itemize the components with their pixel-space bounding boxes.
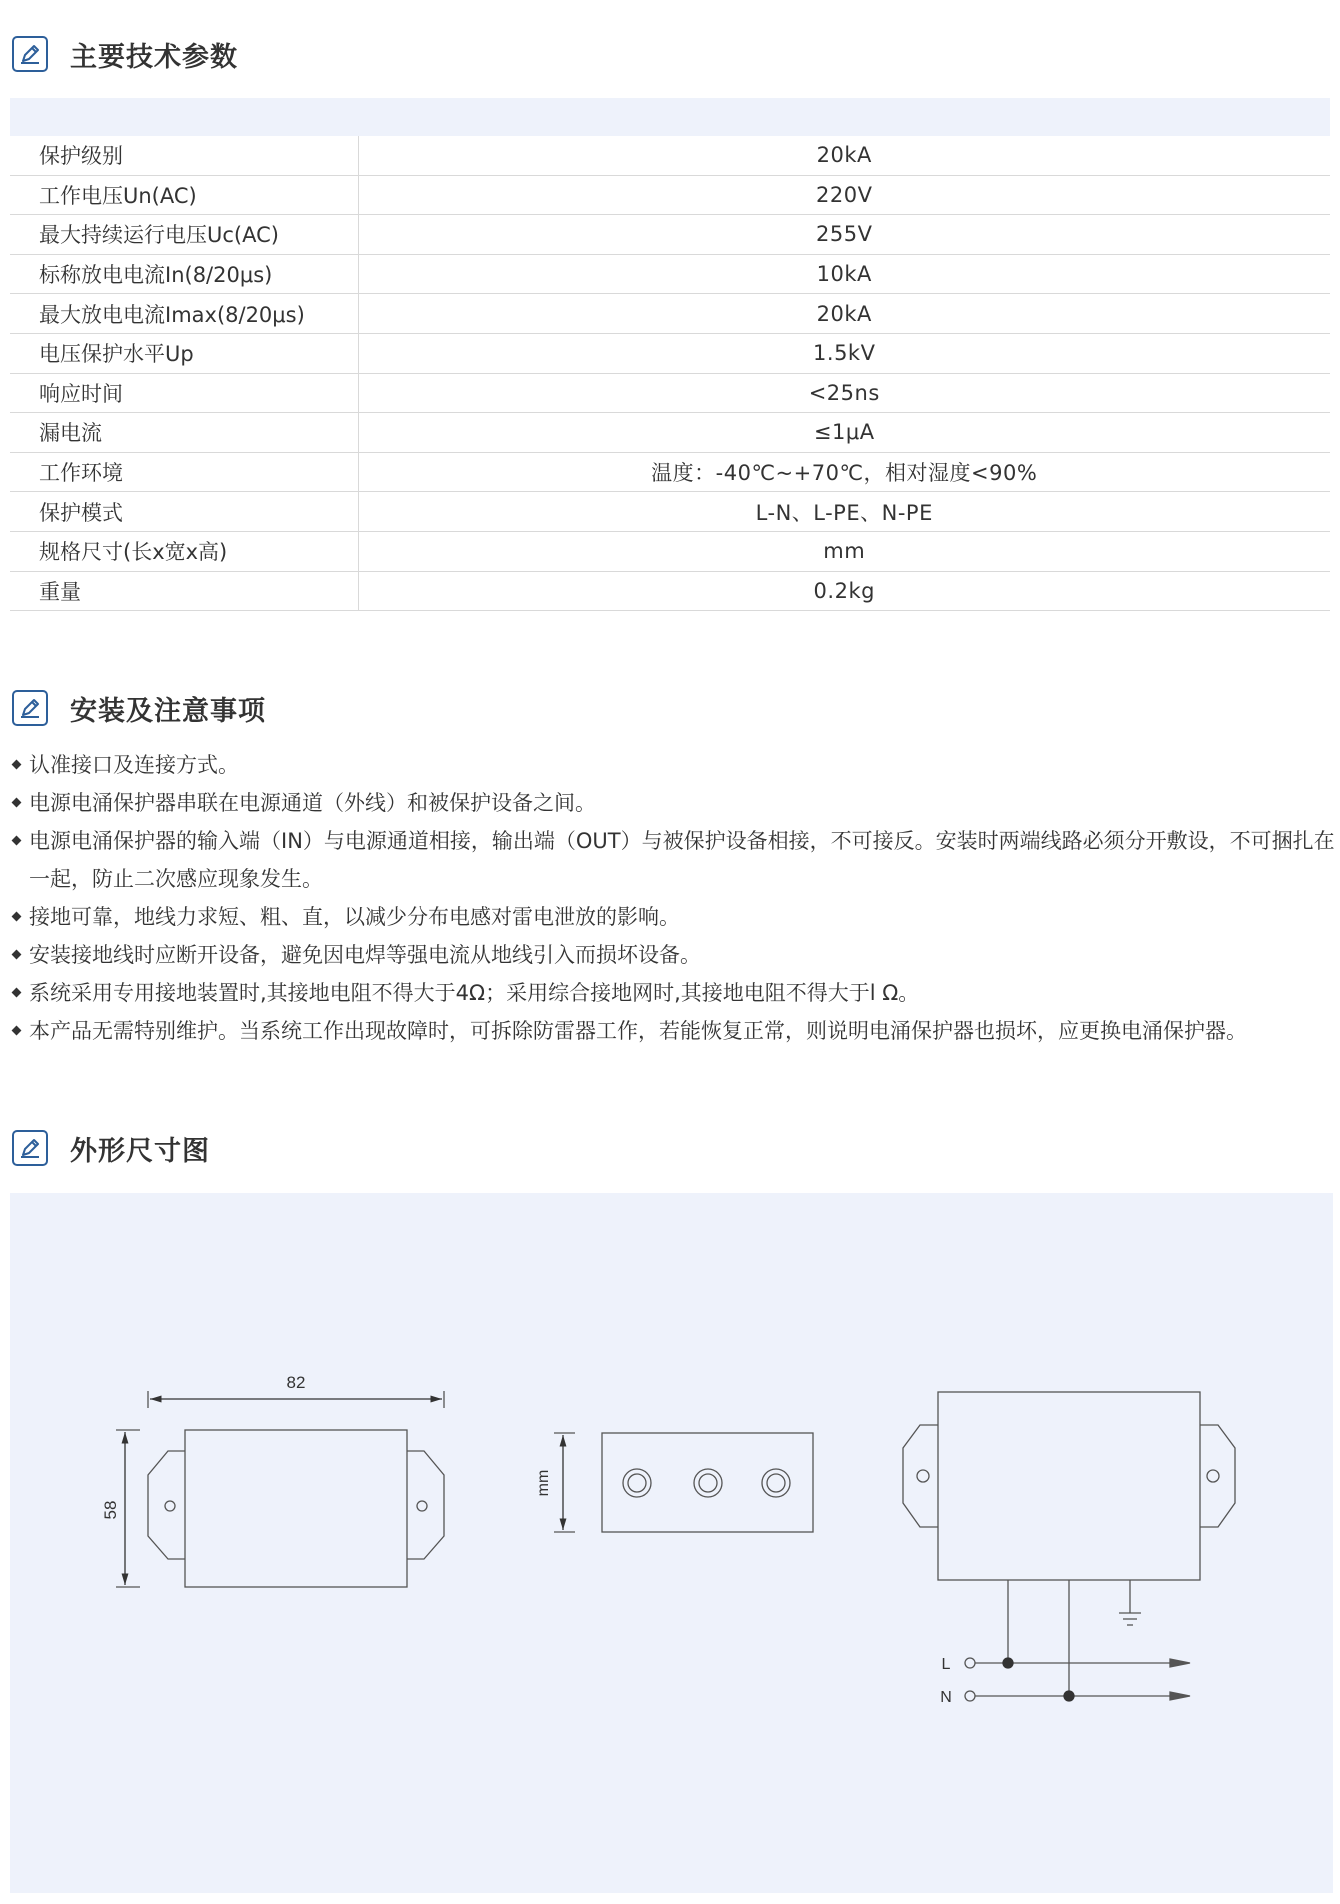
table-row bbox=[10, 215, 1330, 255]
spec-value: 0.2kg bbox=[358, 571, 1330, 611]
spec-value: <25ns bbox=[358, 373, 1330, 413]
table-row bbox=[10, 571, 1330, 611]
spec-label: 标称放电电流In(8/20μs) bbox=[10, 254, 358, 294]
list-item: 安装接地线时应断开设备，避免因电焊等强电流从地线引入而损坏设备。 bbox=[10, 936, 1340, 974]
table-row bbox=[10, 136, 1330, 175]
list-item: 电源电涌保护器的输入端（IN）与电源通道相接，输出端（OUT）与被保护设备相接，不可接反。安装时两端线路必须分开敷设，不可捆扎在一起，防止二次感应现象发生。 bbox=[10, 822, 1340, 898]
front-view bbox=[116, 1391, 444, 1587]
list-item: 系统采用专用接地装置时,其接地电阻不得大于4Ω；采用综合接地网时,其接地电阻不得大于l Ω。 bbox=[10, 974, 1340, 1012]
dimension-drawing bbox=[10, 1193, 1333, 1893]
spec-label: 工作环境 bbox=[10, 452, 358, 492]
list-item: 电源电涌保护器串联在电源通道（外线）和被保护设备之间。 bbox=[10, 784, 1340, 822]
list-item: 本产品无需特别维护。当系统工作出现故障时，可拆除防雷器工作，若能恢复正常，则说明电涌保护器也损坏，应更换电涌保护器。 bbox=[10, 1012, 1340, 1050]
spec-value: 温度：-40℃~+70℃，相对湿度<90% bbox=[358, 452, 1330, 492]
list-item: 接地可靠，地线力求短、粗、直，以减少分布电感对雷电泄放的影响。 bbox=[10, 898, 1340, 936]
specs-section-header bbox=[12, 32, 238, 76]
table-row bbox=[10, 492, 1330, 532]
list-item: 认准接口及连接方式。 bbox=[10, 746, 1340, 784]
wiring-view bbox=[903, 1392, 1235, 1701]
spec-value: L-N、L-PE、N-PE bbox=[358, 492, 1330, 532]
table-row bbox=[10, 531, 1330, 571]
spec-value: 10kA bbox=[358, 254, 1330, 294]
table-row bbox=[10, 333, 1330, 373]
specs-title: 主要技术参数 bbox=[70, 41, 238, 73]
spec-label: 响应时间 bbox=[10, 373, 358, 413]
install-notes bbox=[10, 746, 1340, 1050]
spec-label: 最大放电电流Imax(8/20μs) bbox=[10, 294, 358, 334]
spec-label: 漏电流 bbox=[10, 413, 358, 453]
table-row bbox=[10, 294, 1330, 334]
spec-value: 20kA bbox=[358, 136, 1330, 175]
dims-section-header bbox=[12, 1126, 210, 1170]
spec-value: 255V bbox=[358, 215, 1330, 255]
spec-value: mm bbox=[358, 531, 1330, 571]
spec-value: 1.5kV bbox=[358, 333, 1330, 373]
spec-label: 保护级别 bbox=[10, 136, 358, 175]
table-row bbox=[10, 373, 1330, 413]
table-row bbox=[10, 413, 1330, 453]
spec-label: 规格尺寸(长x宽x高) bbox=[10, 531, 358, 571]
install-section-header bbox=[12, 686, 266, 730]
height-dimension-label: 58 bbox=[101, 1500, 120, 1520]
spec-value: 20kA bbox=[358, 294, 1330, 334]
dims-title: 外形尺寸图 bbox=[70, 1135, 210, 1167]
spec-label: 重量 bbox=[10, 571, 358, 611]
spec-value: ≤1μA bbox=[358, 413, 1330, 453]
pencil-icon bbox=[12, 36, 48, 72]
specs-table bbox=[10, 136, 1330, 611]
side-dimension-label: mm bbox=[535, 1469, 552, 1497]
spec-value: 220V bbox=[358, 175, 1330, 215]
side-view bbox=[554, 1433, 813, 1532]
install-title: 安装及注意事项 bbox=[70, 695, 266, 727]
spec-label: 最大持续运行电压Uc(AC) bbox=[10, 215, 358, 255]
line-L-label: L bbox=[941, 1656, 951, 1673]
line-N-label: N bbox=[940, 1689, 952, 1706]
table-row bbox=[10, 175, 1330, 215]
spec-label: 工作电压Un(AC) bbox=[10, 175, 358, 215]
pencil-icon bbox=[12, 1130, 48, 1166]
dimension-diagram bbox=[10, 1193, 1333, 1893]
table-header-band bbox=[10, 98, 1330, 136]
width-dimension-label: 82 bbox=[286, 1373, 306, 1392]
table-row bbox=[10, 452, 1330, 492]
spec-label: 保护模式 bbox=[10, 492, 358, 532]
pencil-icon bbox=[12, 690, 48, 726]
spec-label: 电压保护水平Up bbox=[10, 333, 358, 373]
table-row bbox=[10, 254, 1330, 294]
